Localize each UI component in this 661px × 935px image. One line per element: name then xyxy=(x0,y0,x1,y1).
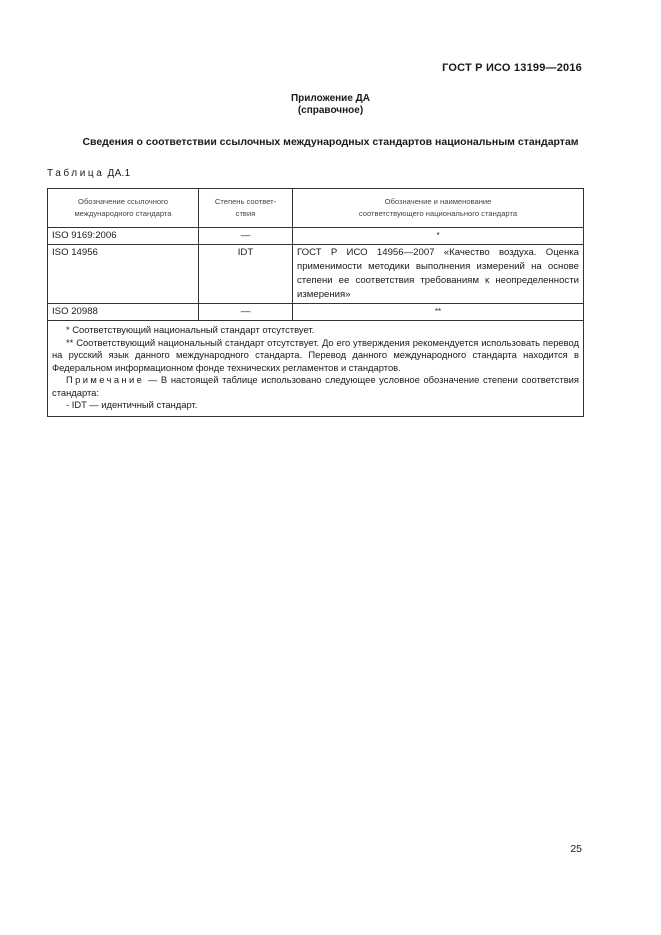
table-row xyxy=(48,304,584,321)
cell-degree: — xyxy=(199,228,293,245)
cell-national: * xyxy=(293,228,584,245)
header-conformity-degree: Степень соответ- ствия xyxy=(199,189,293,228)
cell-ref: ISO 14956 xyxy=(48,245,199,304)
appendix-subtitle: (справочное) xyxy=(297,105,364,116)
footnote-single-star: * Соответствующий национальный стандарт отсутствует. xyxy=(66,324,315,335)
appendix-title-block xyxy=(0,93,661,117)
table-caption xyxy=(47,168,131,179)
cell-degree: IDT xyxy=(199,245,293,304)
header-international-standard: Обозначение ссылочного международного стандарта xyxy=(48,189,199,228)
table-notes xyxy=(48,321,584,417)
cell-national: ** xyxy=(293,304,584,321)
section-heading: Сведения о соответствии ссылочных международных стандартов национальным стандартам xyxy=(82,136,579,148)
table-caption-number: ДА.1 xyxy=(107,168,131,179)
table-row xyxy=(48,245,584,304)
appendix-title: Приложение ДА xyxy=(290,93,371,104)
table-header-row xyxy=(48,189,584,228)
cell-ref: ISO 9169:2006 xyxy=(48,228,199,245)
cell-ref: ISO 20988 xyxy=(48,304,199,321)
page-number: 25 xyxy=(570,843,582,855)
footnote-double-star: ** Соответствующий национальный стандарт отсутствует. До его утверждения рекомендуется использовать перевод на русский язык данного международного стандарта. Перевод данного международного стандарта находится в Федеральном информационном фонде технических регламентов и стандартов. xyxy=(52,336,579,373)
idt-definition: - IDT — идентичный стандарт. xyxy=(66,399,198,410)
note-paragraph xyxy=(52,374,579,399)
note-text: — В настоящей таблице использовано следующее условное обозначение степени соответствия стандарта: xyxy=(52,374,579,398)
header-national-standard: Обозначение и наименование соответствующего национального стандарта xyxy=(293,189,584,228)
standard-code: ГОСТ Р ИСО 13199—2016 xyxy=(442,62,582,74)
cell-national: ГОСТ Р ИСО 14956—2007 «Качество воздуха. Оценка применимости методики выполнения измерений на основе степени ее соответствия требованиям к неопределенности измерения» xyxy=(293,245,584,304)
table-row xyxy=(48,228,584,245)
table-notes-row xyxy=(48,321,584,417)
cell-degree: — xyxy=(199,304,293,321)
table-caption-word: Таблица xyxy=(47,168,105,179)
references-table xyxy=(47,188,584,417)
note-label: Примечание xyxy=(66,374,145,385)
